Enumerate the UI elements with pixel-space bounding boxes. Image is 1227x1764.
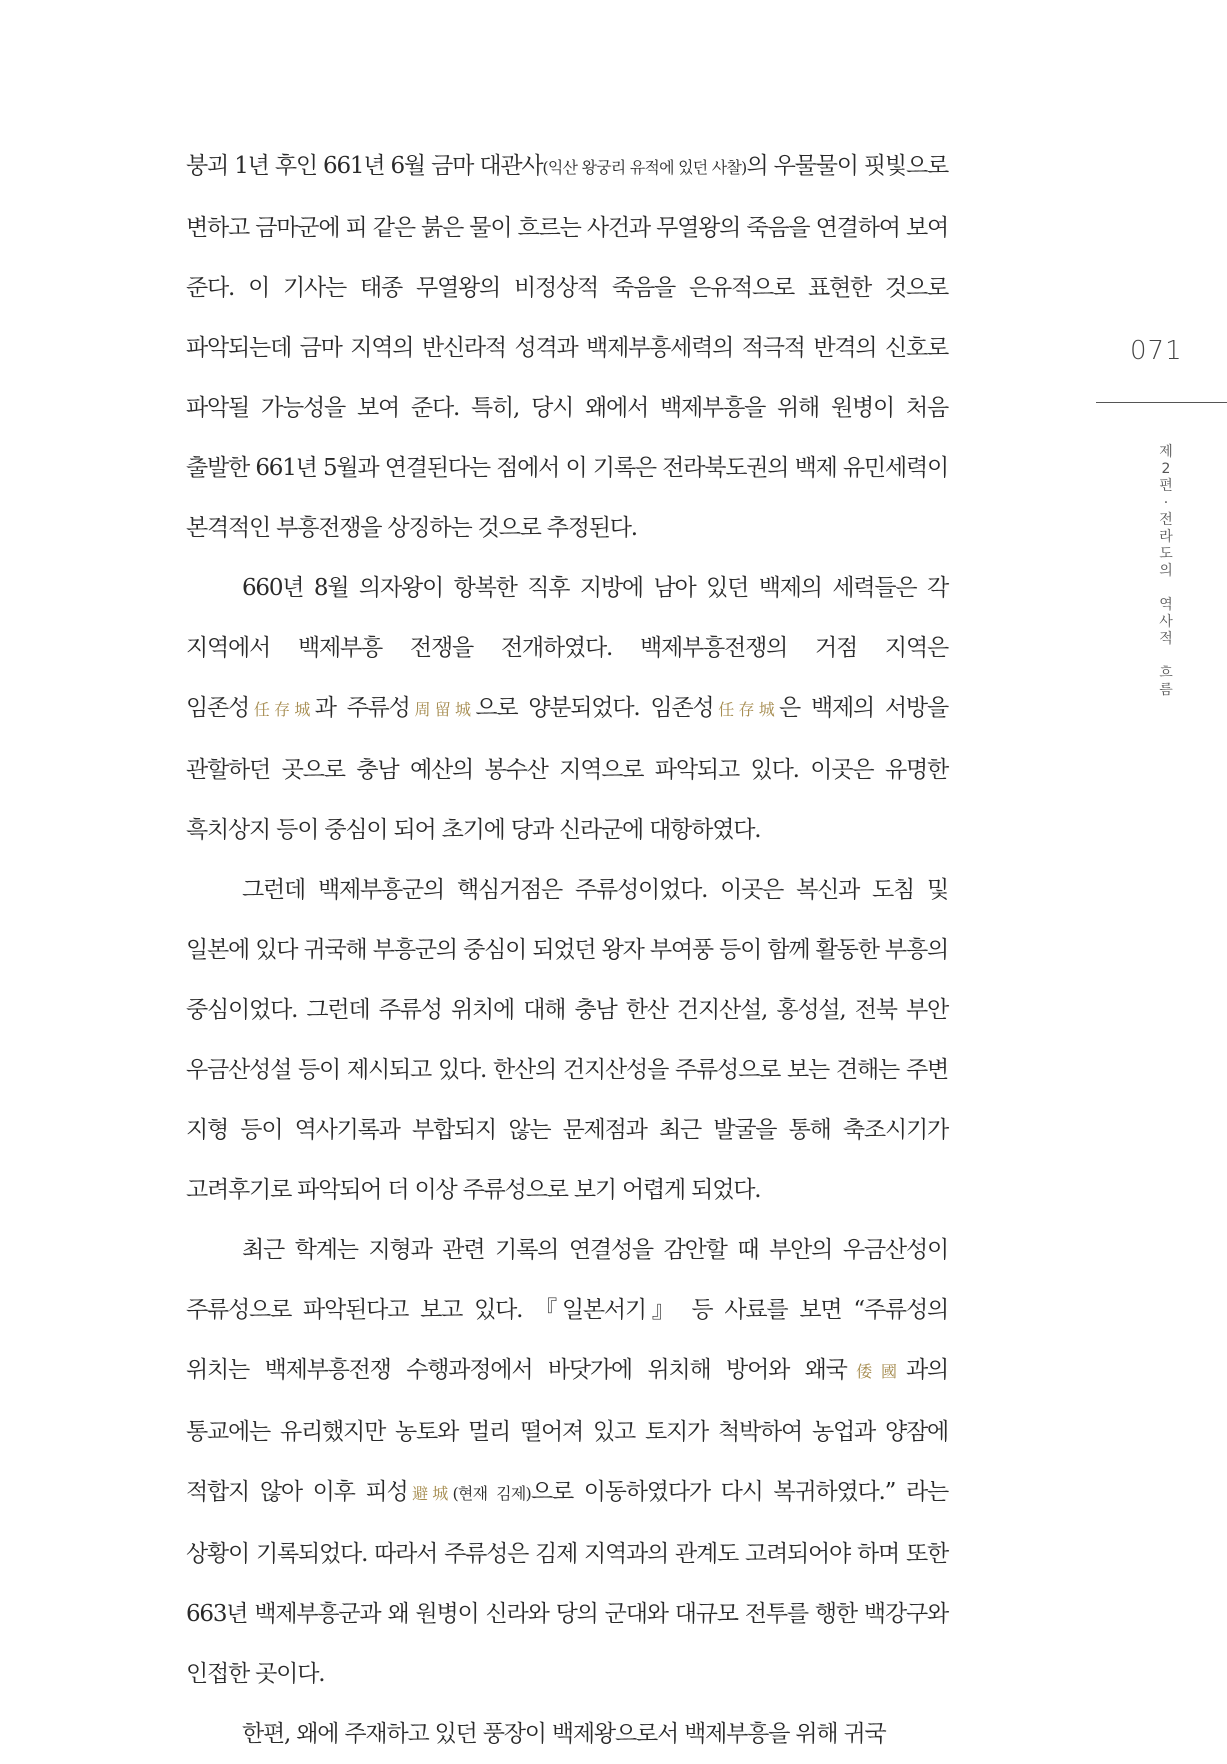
paragraph-1 [186, 136, 948, 558]
p2-text-d: 은 백제의 서방을 관할하던 곳으로 충남 예산의 봉수산 지역으로 파악되고 있다. 이곳은 유명한 흑치상지 등이 중심이 되어 초기에 당과 신라군에 대항하였다. [186, 695, 948, 843]
p1-text-b: 의 우물물이 핏빛으로 변하고 금마군에 피 같은 붉은 물이 흐르는 사건과 무열왕의 죽음을 연결하여 보여 준다. 이 기사는 태종 무열왕의 비정상적 죽음을 은유적으로 표현한 것으로 파악되는데 금마 지역의 반신라적 성격과 백제부흥세력의 적극적 반격의 신호로 파악될 가능성을 보여 준다. 특히, 당시 왜에서 백제부흥을 위해 원병이 처음 출발한 661년 5월과 연결된다는 점에서 이 기록은 전라북도권의 백제 유민세력이 본격적인 부흥전쟁을 상징하는 것으로 추정된다. [186, 153, 948, 541]
p2-text-c: 으로 양분되었다. 임존성 [475, 695, 714, 721]
paragraph-2 [186, 558, 948, 860]
running-title-space [1156, 648, 1176, 665]
page-number: 071 [1130, 336, 1183, 366]
p4-hanja-2: 避城 [407, 1484, 453, 1503]
p2-hanja-2: 周留城 [409, 700, 476, 719]
p1-note: (익산 왕궁리 유적에 있던 사찰) [542, 158, 747, 177]
running-title-char: 름 [1159, 682, 1173, 698]
paragraph-3: 그런데 백제부흥군의 핵심거점은 주류성이었다. 이곳은 복신과 도침 및 일본에 있다 귀국해 부흥군의 중심이 되었던 왕자 부여풍 등이 함께 활동한 부흥의 중심이었다. 그런데 주류성 위치에 대해 충남 한산 건지산설, 홍성설, 전북 부안 우금산성설 등이 제시되고 있다. 한산의 건지산성을 주류성으로 보는 견해는 주변 지형 등이 역사기록과 부합되지 않는 문제점과 최근 발굴을 통해 축조시기가 고려후기로 파악되어 더 이상 주류성으로 보기 어렵게 되었다. [186, 877, 948, 1203]
p2-text-a: 660년 8월 의자왕이 항복한 직후 지방에 남아 있던 백제의 세력들은 각 지역에서 백제부흥 전쟁을 전개하였다. 백제부흥전쟁의 거점 지역은 임존성 [186, 575, 948, 721]
p2-hanja-1: 任存城 [249, 700, 315, 719]
running-title-char: 편 [1159, 478, 1173, 494]
running-title-char: 도 [1159, 546, 1173, 562]
running-title-char: 흐 [1159, 665, 1173, 681]
running-title-char: 라 [1159, 529, 1173, 545]
running-title-char: 의 [1159, 563, 1173, 579]
running-title-char: 2 [1161, 461, 1171, 477]
p4-hanja-1: 倭國 [846, 1362, 906, 1381]
running-title-space [1156, 580, 1176, 597]
paragraph-4 [186, 1220, 948, 1704]
p2-hanja-3: 任存城 [713, 700, 780, 719]
running-title-char: 제 [1159, 444, 1173, 460]
running-title-char: 사 [1159, 614, 1173, 630]
running-title-char: 적 [1159, 631, 1173, 647]
running-title [1156, 444, 1176, 699]
p4-note: (현재 김제) [452, 1484, 531, 1503]
body-text [186, 136, 948, 1764]
p4-text-b: 과의 통교에는 유리했지만 농토와 멀리 떨어져 있고 토지가 척박하여 농업과 양잠에 적합지 않아 이후 피성 [186, 1357, 948, 1505]
p2-text-b: 과 주류성 [314, 695, 410, 721]
running-title-char: 전 [1159, 512, 1173, 528]
margin-divider [1096, 402, 1227, 403]
running-title-char: 역 [1159, 597, 1173, 613]
running-title-char: · [1163, 495, 1169, 511]
p4-text-c: 으로 이동하였다가 다시 복귀하였다.” 라는 상황이 기록되었다. 따라서 주류성은 김제 지역과의 관계도 고려되어야 하며 또한 663년 백제부흥군과 왜 원병이 신라와 당의 군대와 대규모 전투를 행한 백강구와 인접한 곳이다. [186, 1479, 948, 1687]
paragraph-5: 한편, 왜에 주재하고 있던 풍장이 백제왕으로서 백제부흥을 위해 귀국 [242, 1721, 886, 1747]
p4-text-a: 최근 학계는 지형과 관련 기록의 연결성을 감안할 때 부안의 우금산성이 주류성으로 파악된다고 보고 있다. 『일본서기』 등 사료를 보면 “주류성의 위치는 백제부흥전쟁 수행과정에서 바닷가에 위치해 방어와 왜국 [186, 1237, 948, 1383]
p1-text-a: 붕괴 1년 후인 661년 6월 금마 대관사 [186, 153, 543, 179]
